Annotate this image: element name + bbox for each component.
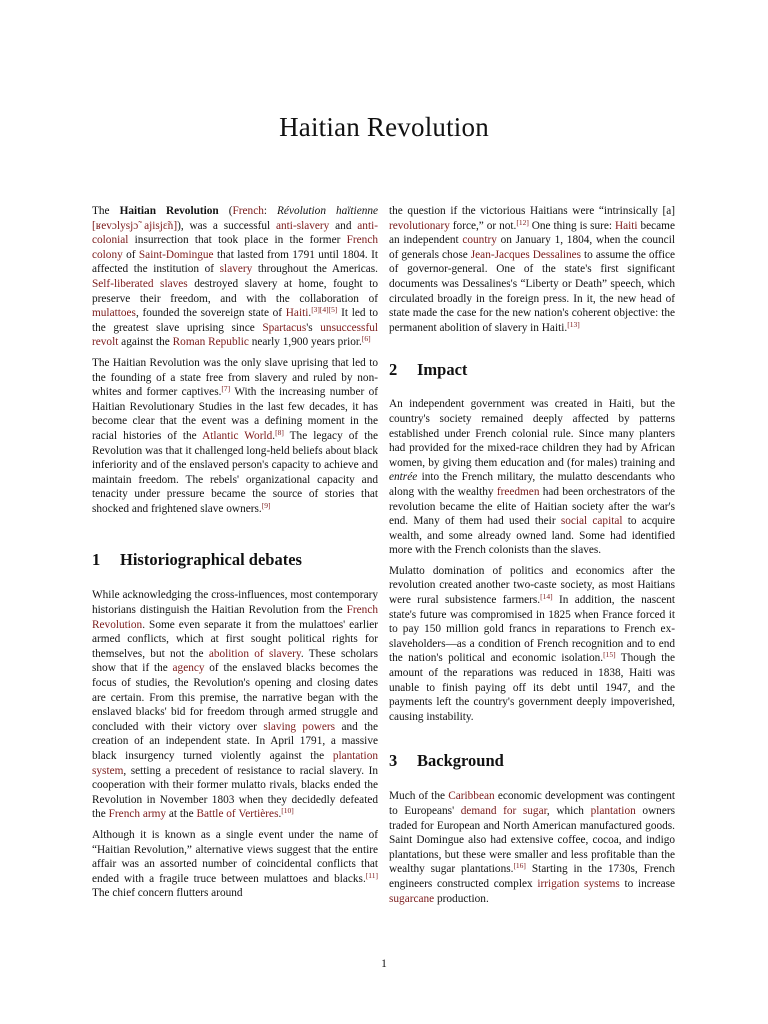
text-run: became an independent (389, 219, 675, 247)
citation-ref[interactable]: [15] (603, 650, 616, 660)
page-title: Haitian Revolution (279, 112, 489, 142)
text-run: . Some even separate it from the mulattoes' earlier armed conflicts, which at first sought political rights for themselves, but not the (92, 618, 378, 660)
paragraph-intro (92, 204, 378, 350)
inline-link[interactable]: Jean-Jacques Dessalines (470, 248, 582, 261)
text-run: force,” or not. (449, 219, 517, 232)
inline-link[interactable]: demand for sugar (460, 805, 547, 817)
text-run: While acknowledging the cross-influences, most contemporary historians distinguish the Haitian Revolution from the (92, 589, 378, 617)
text-run: into the French military, the mulatto descendants who along with the wealthy (389, 471, 675, 498)
text-run: the question if the victorious Haitians were “intrinsically [a] (389, 205, 675, 217)
text-run: , which (546, 805, 591, 817)
inline-link[interactable]: French colony (92, 234, 378, 261)
inline-link[interactable]: Haiti (614, 219, 638, 232)
inline-link[interactable]: Roman Republic (172, 336, 249, 349)
inline-link[interactable]: French Revolution (92, 604, 378, 631)
inline-link[interactable]: French (232, 205, 264, 217)
section-heading-impact (389, 360, 675, 380)
citation-ref[interactable]: [14] (540, 592, 553, 602)
text-run: Although it is known as a single event under the name of “Haitian Revolution,” alternative views suggest that the entire affair was an assorted number of coincidental conflicts that ended with a fragile truce between mulattoes and blacks. (92, 828, 378, 885)
citation-ref[interactable]: [12] (516, 217, 529, 227)
bold-term: Haitian Revolution (119, 205, 219, 217)
text-run: throughout the Americas. (252, 263, 378, 276)
italic-text: entrée (389, 471, 418, 484)
section-number: 1 (92, 550, 101, 570)
inline-link[interactable]: Battle of Vertières (196, 808, 279, 821)
inline-link[interactable]: irrigation systems (537, 877, 620, 890)
inline-link[interactable]: anti-slavery (276, 219, 330, 232)
text-run: The chief concern flutters around (92, 887, 243, 900)
text-run: and the creation of an independent state. In April 1791, a massive black insurgency turned violently against the (92, 720, 379, 762)
text-run: Though the amount of the reparations was reduced in 1838, Haiti was unable to finish paying off its debt until 1947, and the payments left the country's government deeply impoverished, causing instability. (389, 652, 675, 723)
paragraph-historiography-1 (92, 588, 378, 822)
inline-link[interactable]: abolition of slavery (208, 647, 301, 660)
italic-text: Révolution haïtienne (277, 205, 379, 217)
text-run: ( (218, 205, 233, 217)
section-title: Impact (417, 360, 468, 380)
text-run: that lasted from 1791 until 1804. It affected the institution of (92, 248, 378, 276)
inline-link[interactable]: agency (172, 662, 205, 675)
text-run: One thing is sure: (528, 219, 615, 232)
text-run: It led to the greatest slave uprising since (92, 307, 378, 334)
text-run: Mulatto domination of politics and economics after the revolution created another two-caste society, as most Haitians were rural subsistence farmers. (389, 564, 675, 607)
text-run: nearly 1,900 years prior. (248, 336, 362, 349)
right-column (389, 204, 675, 912)
inline-link[interactable]: Saint-Domingue (138, 248, 214, 261)
inline-link[interactable]: French army (108, 808, 167, 821)
section-number: 3 (389, 751, 398, 771)
citation-ref[interactable]: [11] (365, 870, 378, 880)
text-run: against the (118, 336, 173, 349)
paragraph-historiography-2 (92, 828, 378, 901)
inline-link[interactable]: slavery (219, 263, 253, 276)
text-run: Much of the (389, 790, 449, 803)
inline-link[interactable]: social capital (560, 515, 623, 528)
inline-link[interactable]: [ʁevɔlysjɔ̃ ajisjɛ̃n] (92, 219, 178, 232)
text-run: destroyed slavery at home, fought to preserve their freedom, and with the collaboration of (92, 277, 379, 305)
text-run: of (122, 248, 139, 261)
section-number: 2 (389, 360, 398, 380)
text-run: . (308, 307, 312, 320)
text-run: production. (434, 892, 489, 905)
inline-link[interactable]: Caribbean (448, 790, 495, 803)
text-run: . (272, 429, 276, 442)
citation-ref[interactable]: [10] (281, 806, 294, 816)
left-column (92, 204, 378, 907)
citation-ref[interactable]: [16] (513, 861, 526, 871)
citation-ref[interactable]: [8] (275, 427, 284, 437)
text-run: The legacy of the Revolution was that it challenged long-held beliefs about black inferiority and of the enslaved person's capacity to achieve and maintain freedom. The rebels' organizational capacity and tenacity under pressure became the source of stories that shocked and frightened slave owners. (92, 429, 378, 515)
text-run: , founded the sovereign state of (135, 307, 286, 320)
text-run: insurrection that took place in the former (128, 234, 347, 247)
inline-link[interactable]: unsuccessful revolt (92, 321, 378, 349)
section-title: Historiographical debates (120, 550, 302, 570)
text-run: Starting in the 1730s, French engineers constructed complex (389, 863, 675, 890)
paragraph-impact-2 (389, 564, 675, 725)
text-run: . (278, 808, 282, 821)
citation-ref[interactable]: [3][4][5] (311, 305, 338, 315)
text-run: : (263, 205, 278, 217)
text-run: In addition, the nascent state's future was compromised in 1825 when France forced it to pay 150 million gold francs in reparations to French ex-slaveholders—as a condition of French recognition and to end the nation's political and economic isolation. (389, 594, 675, 665)
citation-ref[interactable]: [13] (567, 319, 580, 329)
inline-link[interactable]: country (462, 234, 497, 247)
text-run: and (329, 219, 358, 232)
text-run: The Haitian Revolution was the only slave uprising that led to the founding of a state free from slavery and ruled by non-whites and former captives. (92, 356, 378, 399)
text-run: owners traded for European and North American manufactured goods. Saint Domingue also had extensive coffee, cocoa, and indigo plantations, but these were smaller and less profitable than the wealthy sugar plantations. (389, 805, 675, 876)
citation-ref[interactable]: [7] (221, 384, 231, 394)
inline-link[interactable]: slaving powers (263, 720, 336, 733)
paragraph-legacy (92, 356, 378, 517)
text-run: to acquire wealth, and some already owned land. Some had identified more with the French colonists than the slaves. (389, 515, 675, 557)
inline-link[interactable]: plantation (590, 805, 636, 817)
inline-link[interactable]: mulattoes (92, 307, 136, 320)
inline-link[interactable]: plantation system (92, 750, 378, 777)
section-title: Background (417, 751, 504, 771)
text-run: 's (306, 321, 321, 334)
text-run: at the (166, 808, 197, 821)
inline-link[interactable]: Haiti (285, 307, 309, 320)
text-run: to assume the office of governor-general. One of the state's first significant documents was Dessalines's “Liberty or Death” speech, which circulated broadly in the foreign press. In it, the new head of state made the case for the new nation's coherent objective: the permanent abolition of slavery in Haiti. (389, 248, 676, 334)
inline-link[interactable]: sugarcane (389, 892, 435, 905)
text-run: The (92, 205, 120, 217)
text-run: economic development was contingent to Europeans' (389, 790, 675, 817)
citation-ref[interactable]: [6] (361, 334, 371, 344)
page-number: 1 (381, 958, 387, 970)
text-run: on January 1, 1804, when the council of generals chose (389, 234, 675, 261)
paragraph-continuation (389, 204, 675, 335)
paragraph-background-1 (389, 789, 675, 906)
text-run: ), was a successful (177, 219, 276, 232)
inline-link[interactable]: Self-liberated slaves (92, 277, 188, 290)
inline-link[interactable]: freedmen (496, 485, 540, 498)
inline-link[interactable]: Spartacus (262, 321, 307, 334)
text-run: had been orchestrators of the revolution became the elite of Haitian society after the war's end. Many of them had used their (389, 485, 675, 528)
citation-ref[interactable]: [9] (261, 500, 271, 510)
text-run: of the enslaved blacks becomes the focus of studies, the Revolution's opening and closing dates are certain. From this premise, the narrative began with the enslaved blacks' bid for freedom through armed struggle and concluded with their victory over (92, 662, 378, 733)
text-run: to increase (619, 877, 676, 890)
section-heading-historiographical-debates (92, 550, 378, 570)
text-run: , setting a precedent of resistance to racial slavery. In cooperation with their former mulatto rivals, blacks ended the Revolution in November 1803 when they decidedly defeated the (92, 764, 378, 821)
inline-link[interactable]: revolutionary (389, 219, 450, 232)
text-run: With the increasing number of Haitian Revolutionary Studies in the last few decades, it has become clear that the event was a defining moment in the racial histories of the (92, 386, 378, 442)
text-run: . These scholars show that if the (92, 647, 378, 675)
paragraph-impact-1 (389, 397, 675, 558)
section-heading-background (389, 751, 675, 771)
text-run: An independent government was created in Haiti, but the country's society remained deeply affected by patterns established under French colonial rule. Since many planters had provided for the mixed-race children they had by African women, by giving them education and (for males) training and (389, 398, 675, 469)
inline-link[interactable]: Atlantic World (202, 429, 273, 442)
inline-link[interactable]: anti-colonial (92, 219, 378, 247)
